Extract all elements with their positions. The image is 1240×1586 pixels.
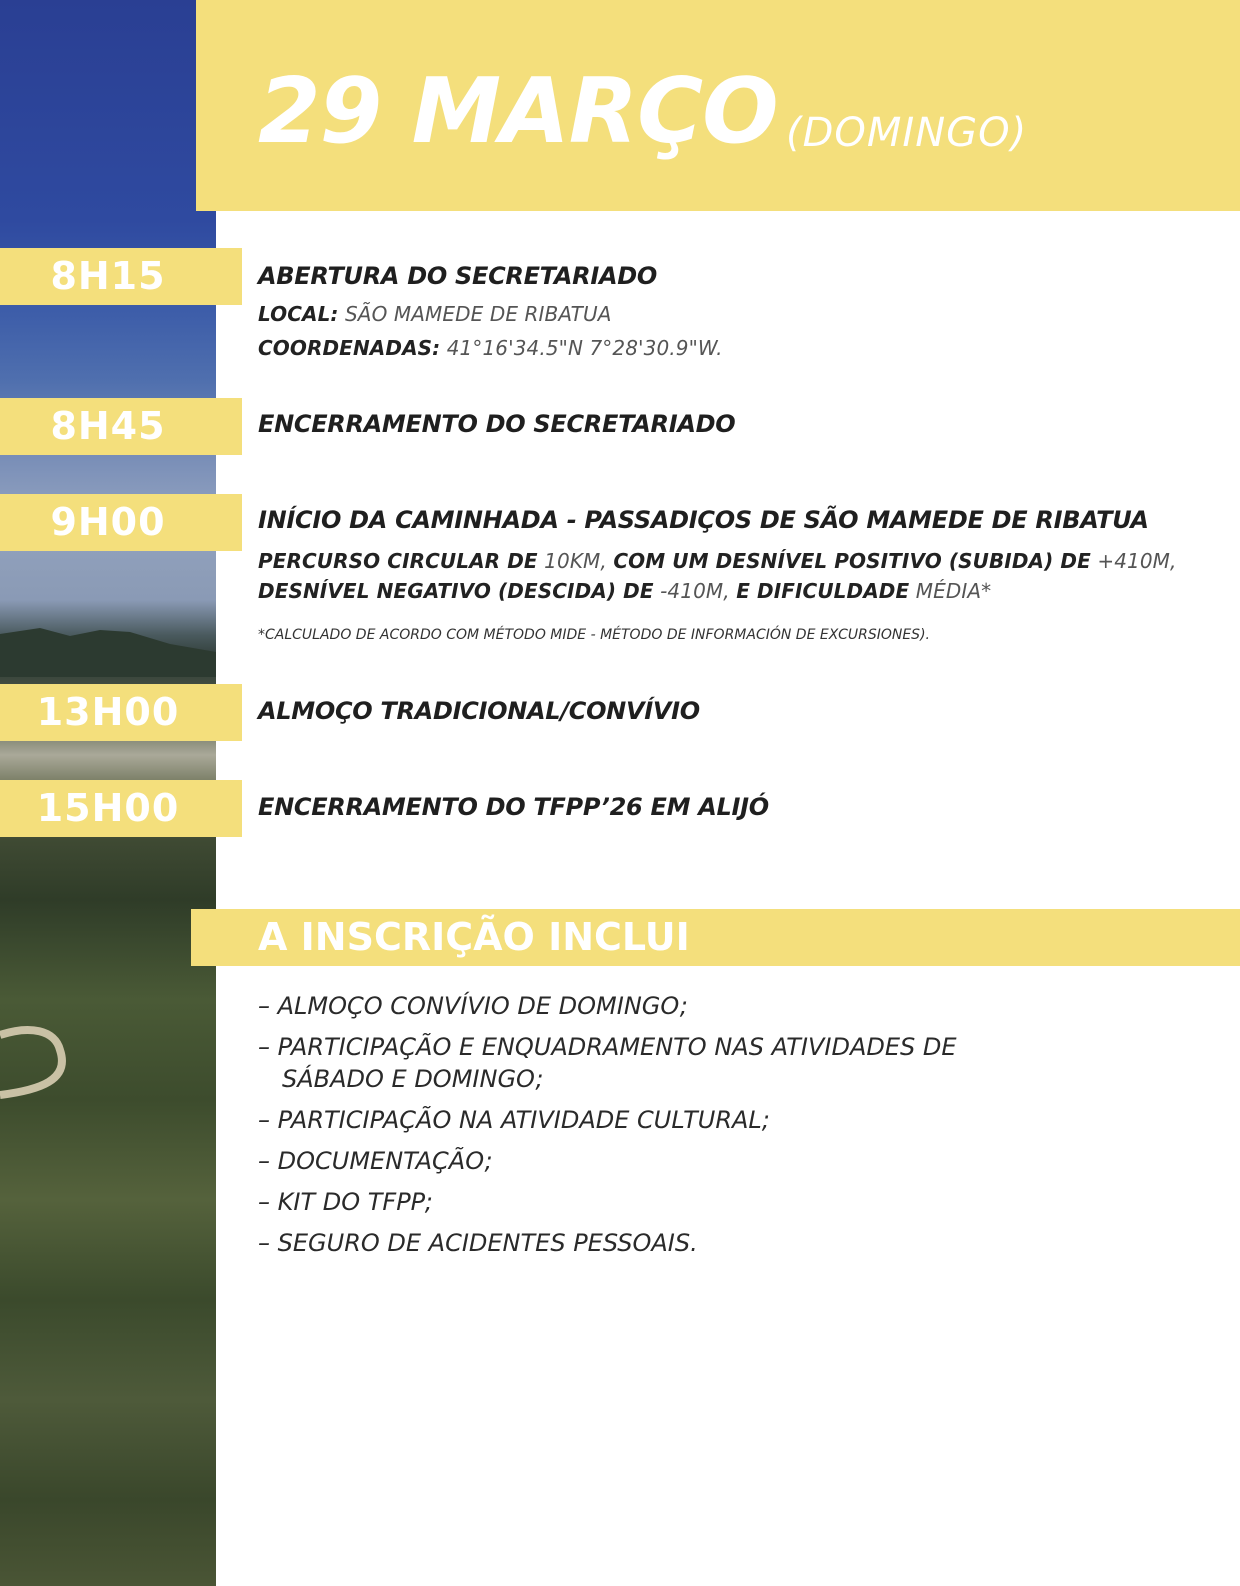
list-item: – PARTICIPAÇÃO E ENQUADRAMENTO NAS ATIVIDADES DE SÁBADO E DOMINGO; — [258, 1033, 957, 1093]
time-label: 15H00 — [36, 786, 180, 830]
time-tab-0845 — [0, 398, 242, 455]
time-label: 13H00 — [36, 690, 180, 734]
time-label: 8H15 — [50, 254, 166, 298]
coordinates-value: 41°16'34.5"N 7°28'30.9"W. — [446, 336, 723, 360]
event-title-almoco: ALMOÇO TRADICIONAL/CONVÍVIO — [258, 697, 700, 725]
page-subtitle-weekday: (DOMINGO) — [786, 110, 1028, 156]
time-tab-1500 — [0, 780, 242, 837]
time-tab-0815 — [0, 248, 242, 305]
footnote-mide: *CALCULADO DE ACORDO COM MÉTODO MIDE - MÉTODO DE INFORMACIÓN DE EXCURSIONES). — [258, 627, 930, 643]
event-route-line-2 — [258, 579, 991, 603]
route-text: PERCURSO CIRCULAR DE — [258, 549, 538, 573]
route-descent: -410M, — [660, 579, 730, 603]
coordinates-label: COORDENADAS: — [258, 336, 441, 360]
route-text: COM UM DESNÍVEL POSITIVO (SUBIDA) DE — [613, 549, 1091, 573]
event-coordinates — [258, 336, 723, 360]
page-title: 29 MARÇO — [258, 59, 778, 164]
time-tab-0900 — [0, 494, 242, 551]
list-item: – SEGURO DE ACIDENTES PESSOAIS. — [258, 1229, 698, 1257]
event-location — [258, 302, 612, 326]
list-item: – PARTICIPAÇÃO NA ATIVIDADE CULTURAL; — [258, 1106, 770, 1134]
event-title-encerramento-tfpp: ENCERRAMENTO DO TFPP’26 EM ALIJÓ — [258, 793, 769, 821]
event-title-caminhada: INÍCIO DA CAMINHADA - PASSADIÇOS DE SÃO MAMEDE DE RIBATUA — [258, 506, 1149, 534]
dirt-path-graphic — [0, 1010, 216, 1100]
inclusion-title: A INSCRIÇÃO INCLUI — [258, 915, 690, 959]
time-label: 9H00 — [50, 500, 166, 544]
event-route-line-1 — [258, 549, 1177, 573]
time-label: 8H45 — [50, 404, 166, 448]
event-title-abertura: ABERTURA DO SECRETARIADO — [258, 262, 657, 290]
list-item: – ALMOÇO CONVÍVIO DE DOMINGO; — [258, 992, 688, 1020]
route-text: DESNÍVEL NEGATIVO (DESCIDA) DE — [258, 579, 654, 603]
route-ascent: +410M, — [1097, 549, 1177, 573]
route-distance: 10KM, — [544, 549, 607, 573]
route-text: E DIFICULDADE — [736, 579, 910, 603]
mountain-ridge-graphic — [0, 622, 216, 677]
event-title-encerramento-secretariado: ENCERRAMENTO DO SECRETARIADO — [258, 410, 736, 438]
time-tab-1300 — [0, 684, 242, 741]
location-value: SÃO MAMEDE DE RIBATUA — [345, 302, 612, 326]
route-difficulty: MÉDIA* — [915, 579, 992, 603]
list-item: – KIT DO TFPP; — [258, 1188, 433, 1216]
inclusion-list — [258, 990, 982, 1268]
list-item: – DOCUMENTAÇÃO; — [258, 1147, 493, 1175]
location-label: LOCAL: — [258, 302, 339, 326]
